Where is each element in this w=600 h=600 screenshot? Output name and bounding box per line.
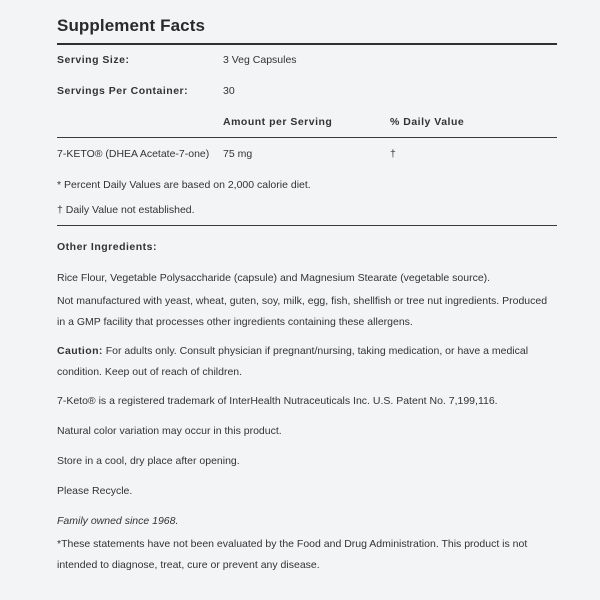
ingredient-amount: 75 mg (223, 148, 253, 160)
daily-value-header: % Daily Value (390, 116, 465, 128)
other-ingredients-heading: Other Ingredients: (57, 241, 158, 253)
caution-label: Caution: (57, 345, 103, 357)
title-divider (57, 43, 557, 45)
panel-title: Supplement Facts (57, 16, 206, 35)
allergen-statement: Not manufactured with yeast, wheat, guten, soy, milk, egg, fish, shellfish or tree nut ingredients. Produced in a GMP facility that processes other ingredients containing these allergens. (57, 295, 548, 328)
facts-bottom-divider (57, 225, 557, 226)
servings-per-container-value: 30 (223, 85, 235, 97)
amount-per-serving-header: Amount per Serving (223, 116, 333, 128)
storage-statement: Store in a cool, dry place after opening. (57, 455, 240, 467)
family-owned-statement: Family owned since 1968. (57, 515, 179, 527)
ingredient-name: 7-KETO® (DHEA Acetate-7-one) (57, 148, 210, 160)
header-divider (57, 137, 557, 138)
serving-size-value: 3 Veg Capsules (223, 54, 297, 66)
ingredient-daily-value: † (390, 148, 396, 160)
servings-per-container-label: Servings Per Container: (57, 85, 189, 97)
serving-size-label: Serving Size: (57, 54, 130, 66)
recycle-statement: Please Recycle. (57, 485, 133, 497)
other-ingredients-text: Rice Flour, Vegetable Polysaccharide (capsule) and Magnesium Stearate (vegetable source). (57, 272, 491, 284)
caution-statement (57, 341, 557, 383)
color-variation-statement: Natural color variation may occur in this product. (57, 425, 282, 437)
trademark-statement: 7-Keto® is a registered trademark of InterHealth Nutraceuticals Inc. U.S. Patent No. 7,199,116. (57, 395, 498, 407)
caution-text: For adults only. Consult physician if pregnant/nursing, taking medication, or have a medical condition. Keep out of reach of children. (57, 345, 529, 378)
fda-disclaimer: *These statements have not been evaluated by the Food and Drug Administration. This product is not intended to diagnose, treat, cure or prevent any disease. (57, 538, 528, 571)
